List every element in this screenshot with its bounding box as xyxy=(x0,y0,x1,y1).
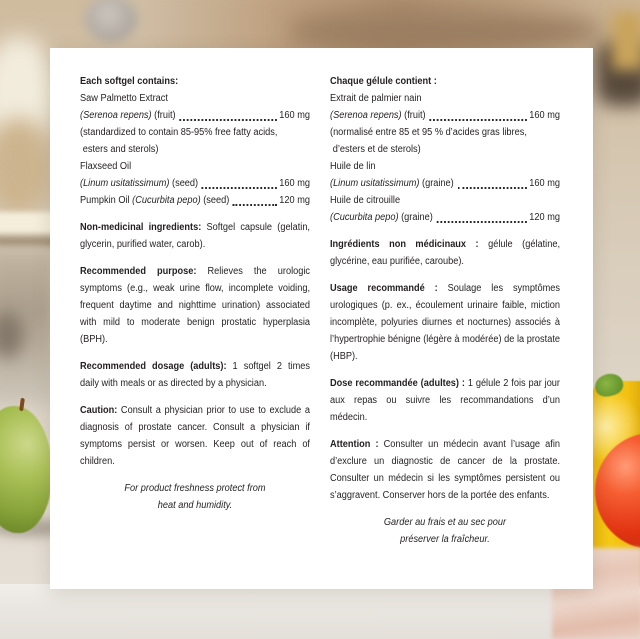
blurred-tan-blob xyxy=(0,118,50,214)
section-text: Softgel capsule (gelatin, glycerin, purified water, carob). xyxy=(80,222,310,250)
product-label-card xyxy=(50,48,593,589)
freshness-note-en xyxy=(80,480,310,514)
part-name: (fruit) xyxy=(401,110,426,121)
dotted-leader xyxy=(233,204,277,206)
section-text: Consulter un médecin avant l’usage afin d’exclure un diagnostic de cancer de la prostate. Consulter un médecin si les symptômes persistent ou s’aggravent. Conserver hors de la portée des enfants. xyxy=(330,439,560,501)
paragraph-caution-fr xyxy=(330,436,560,504)
section-text: 1 gélule 2 fois par jour aux repas ou suivre les recommandations d’un médecin. xyxy=(330,378,560,423)
ingredient-amount: 120 mg xyxy=(279,195,310,206)
part-name: (seed) xyxy=(169,178,199,189)
blurred-tan-object xyxy=(612,12,640,70)
dotted-leader xyxy=(202,187,277,189)
latin-name: (Linum usitatissimum) xyxy=(330,178,420,189)
paragraph-dosage-fr xyxy=(330,375,560,426)
ingredient-latin-part xyxy=(80,175,198,192)
ingredient-latin-part xyxy=(80,192,229,209)
part-name: (graine) xyxy=(398,212,433,223)
paragraph-non-medicinal-fr xyxy=(330,236,560,270)
ingredient-note: esters and sterols) xyxy=(82,144,159,155)
section-heading: Recommended dosage (adults): xyxy=(80,361,227,372)
section-heading: Attention : xyxy=(330,439,379,450)
freshness-line2: heat and humidity. xyxy=(157,500,233,511)
latin-name: (Cucurbita pepo) xyxy=(132,195,201,206)
freshness-line2: préserver la fraîcheur. xyxy=(400,534,490,545)
ingredient-name: Pumpkin Oil xyxy=(80,195,133,206)
ingredient-latin-part xyxy=(330,107,426,124)
section-text: Consult a physician prior to use to exclude a diagnosis of prostate cancer. Consult a physician if symptoms persist or worsen. Keep out of reach of children. xyxy=(80,405,310,467)
section-heading: Usage recommandé : xyxy=(330,283,438,294)
dotted-leader xyxy=(457,187,526,189)
ingredient-row xyxy=(80,175,310,192)
ingredient-latin-part xyxy=(80,107,176,124)
ingredient-row xyxy=(330,175,560,192)
marble-table xyxy=(0,584,640,639)
dotted-leader xyxy=(179,119,276,121)
ingredient-amount: 160 mg xyxy=(529,110,560,121)
ingredient-row xyxy=(80,107,310,124)
blurred-shelf-edge xyxy=(0,212,56,234)
blurred-wood-shadow xyxy=(290,14,600,48)
ingredient-row xyxy=(330,107,560,124)
ingredient-row xyxy=(330,209,560,226)
supplement-heading-en: Each softgel contains: xyxy=(80,76,179,87)
section-heading: Ingrédients non médicinaux : xyxy=(330,239,479,250)
section-heading: Non-medicinal ingredients: xyxy=(80,222,202,233)
ingredient-amount: 160 mg xyxy=(529,178,560,189)
ingredient-amount: 160 mg xyxy=(279,110,310,121)
ingredient-note: (normalisé entre 85 et 95 % d’acides gras libres, xyxy=(330,127,527,138)
supplement-heading-fr: Chaque gélule contient : xyxy=(330,76,437,87)
freshness-note-fr xyxy=(330,514,560,548)
latin-name: (Serenoa repens) xyxy=(80,110,152,121)
section-heading: Dose recommandée (adultes) : xyxy=(330,378,465,389)
ingredient-amount: 160 mg xyxy=(279,178,310,189)
label-column-english xyxy=(80,73,310,514)
ingredient-note: d’esters et de sterols) xyxy=(332,144,421,155)
dotted-leader xyxy=(429,119,526,121)
section-text: Relieves the urologic symptoms (e.g., weak urine flow, incomplete voiding, frequent daytime and nighttime urination) associated with mild to moderate benign prostatic hyperplasia (BPH). xyxy=(80,266,310,345)
paragraph-caution-en xyxy=(80,402,310,470)
freshness-line1: Garder au frais et au sec pour xyxy=(383,517,507,528)
section-text: Soulage les symptômes urologiques (p. ex., écoulement urinaire faible, miction incomplète, polyuries diurnes et nocturnes) associés à l’hypertrophie bénigne (légère à modérée) de la prostate (HBP). xyxy=(330,283,560,362)
latin-name: (Cucurbita pepo) xyxy=(330,212,399,223)
ingredient-name: Huile de citrouille xyxy=(330,195,401,206)
section-heading: Recommended purpose: xyxy=(80,266,197,277)
freshness-line1: For product freshness protect from xyxy=(124,483,266,494)
part-name: (graine) xyxy=(419,178,454,189)
section-text: 1 softgel 2 times daily with meals or as directed by a physician. xyxy=(80,361,310,389)
ingredient-name: Saw Palmetto Extract xyxy=(80,93,168,104)
paragraph-purpose-fr xyxy=(330,280,560,365)
ingredient-name: Flaxseed Oil xyxy=(80,161,132,172)
latin-name: (Serenoa repens) xyxy=(330,110,402,121)
latin-name: (Linum usitatissimum) xyxy=(80,178,170,189)
part-name: (seed) xyxy=(200,195,230,206)
section-text: gélule (gélatine, glycérine, eau purifiée, caroube). xyxy=(330,239,560,267)
ingredient-latin-part xyxy=(330,209,433,226)
dotted-leader xyxy=(436,221,526,223)
part-name: (fruit) xyxy=(151,110,176,121)
paragraph-purpose-en xyxy=(80,263,310,348)
ingredient-name: Extrait de palmier nain xyxy=(330,93,422,104)
paragraph-dosage-en xyxy=(80,358,310,392)
ingredient-note: (standardized to contain 85-95% free fatty acids, xyxy=(80,127,278,138)
section-heading: Caution: xyxy=(80,405,118,416)
ingredient-row xyxy=(80,192,310,209)
paragraph-non-medicinal-en xyxy=(80,219,310,253)
ingredient-latin-part xyxy=(330,175,454,192)
ingredient-amount: 120 mg xyxy=(529,212,560,223)
ingredient-name: Huile de lin xyxy=(330,161,376,172)
label-column-french xyxy=(330,73,560,548)
